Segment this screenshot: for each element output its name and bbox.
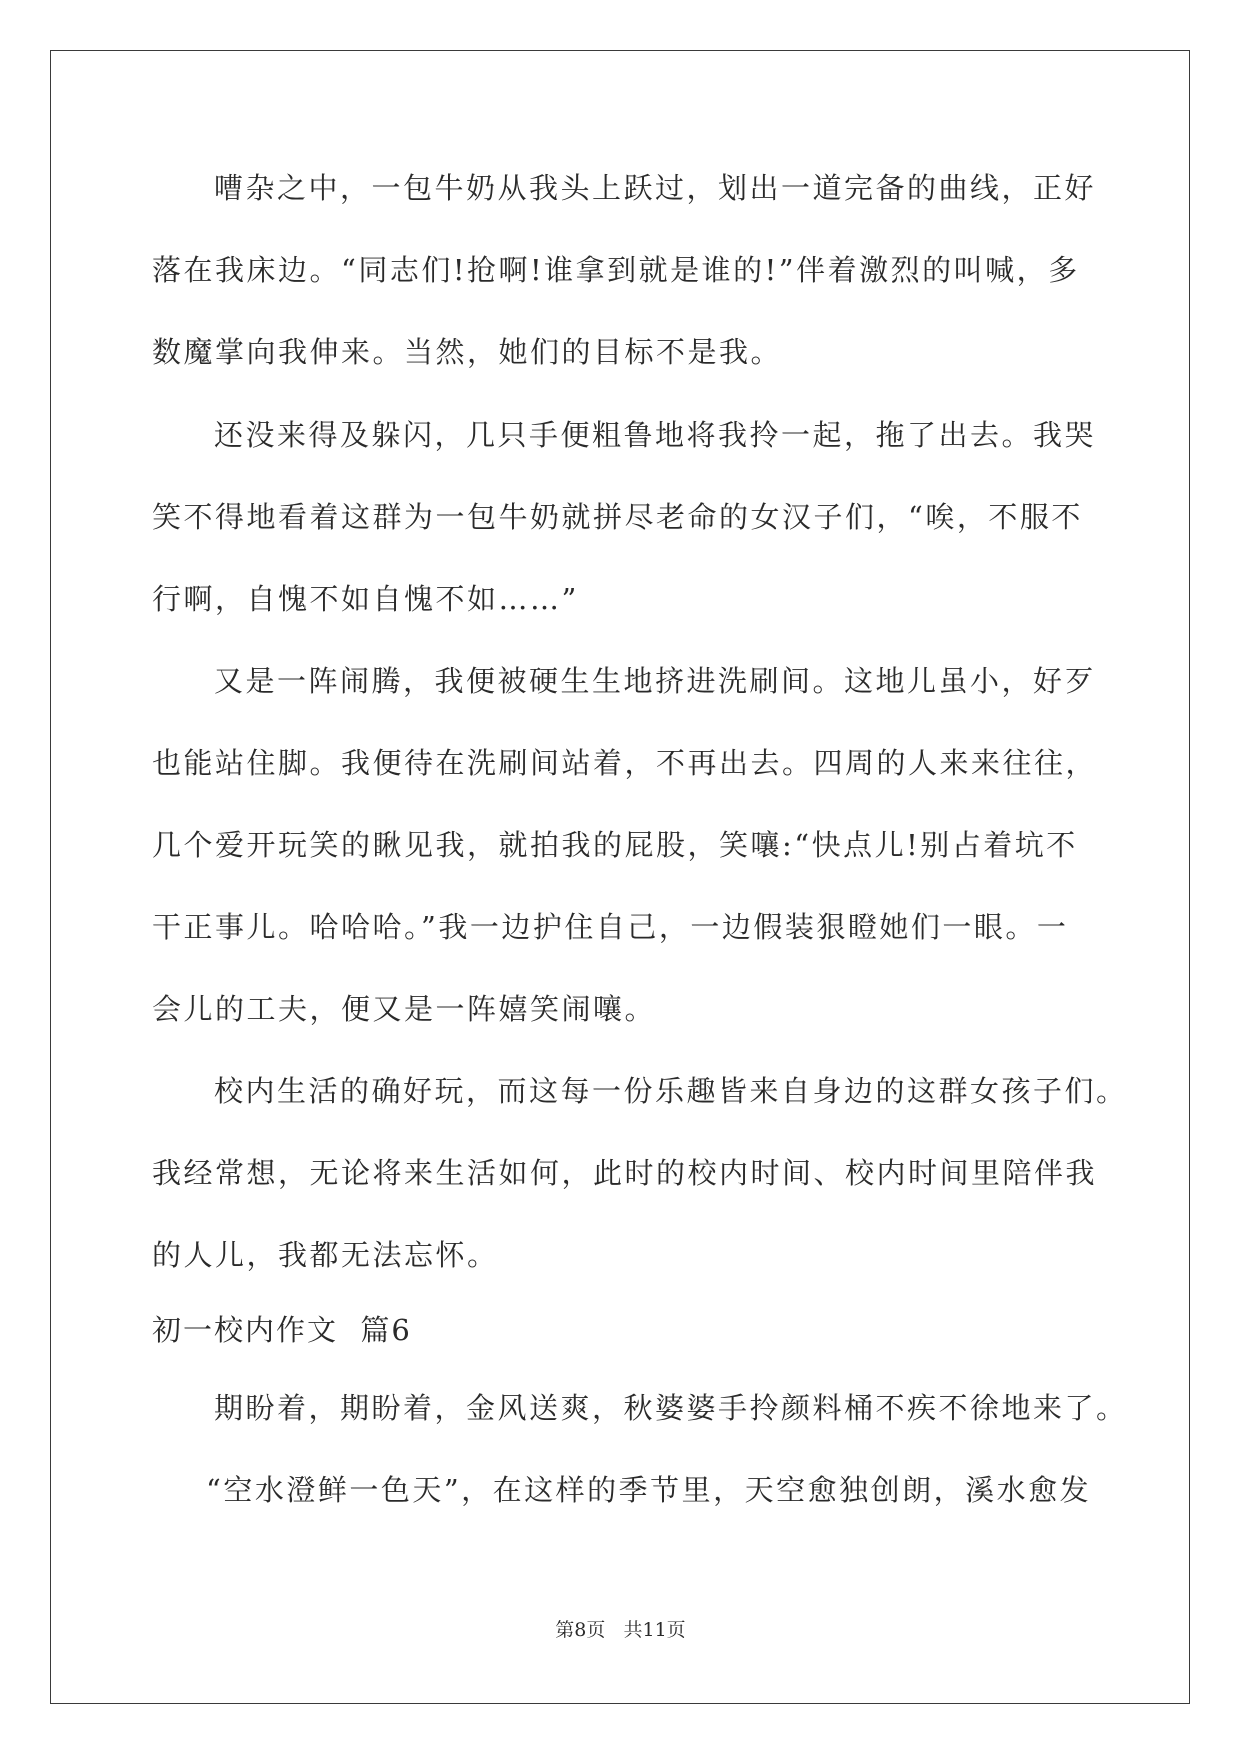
paragraph-3-line-4: 干正事儿。哈哈哈。”我一边护住自己，一边假装狠瞪她们一眼。一 <box>152 910 1069 944</box>
paragraph-4-line-2: 我经常想，无论将来生活如何，此时的校内时间、校内时间里陪伴我 <box>152 1156 1098 1190</box>
paragraph-3-line-3: 几个爱开玩笑的瞅见我，就拍我的屁股，笑嚷:“快点儿!别占着坑不 <box>152 828 1078 862</box>
paragraph-3-line-1: 又是一阵闹腾，我便被硬生生地挤进洗刷间。这地儿虽小，好歹 <box>214 664 1097 698</box>
paragraph-2-line-1: 还没来得及躲闪，几只手便粗鲁地将我拎一起，拖了出去。我哭 <box>214 418 1097 452</box>
paragraph-2-line-2: 笑不得地看着这群为一包牛奶就拼尽老命的女汉子们，“唉，不服不 <box>152 500 1083 534</box>
paragraph-1-line-3: 数魔掌向我伸来。当然，她们的目标不是我。 <box>152 335 783 369</box>
page-border <box>50 50 1190 1704</box>
paragraph-1-line-1: 嘈杂之中，一包牛奶从我头上跃过，划出一道完备的曲线，正好 <box>214 171 1097 205</box>
section-heading: 初一校内作文 篇6 <box>152 1313 412 1347</box>
paragraph-3-line-5: 会儿的工夫，便又是一阵嬉笑闹嚷。 <box>152 992 657 1026</box>
paragraph-4-line-1: 校内生活的确好玩，而这每一份乐趣皆来自身边的这群女孩子们。 <box>214 1074 1128 1108</box>
paragraph-3-line-2: 也能站住脚。我便待在洗刷间站着，不再出去。四周的人来来往往， <box>152 746 1098 780</box>
paragraph-4-line-3: 的人儿，我都无法忘怀。 <box>152 1238 499 1272</box>
paragraph-2-line-3: 行啊，自愧不如自愧不如……” <box>152 582 579 616</box>
section-paragraph-1: 期盼着，期盼着，金风送爽，秋婆婆手拎颜料桶不疾不徐地来了。 <box>214 1391 1128 1425</box>
paragraph-1-line-2: 落在我床边。“同志们!抢啊!谁拿到就是谁的!”伴着激烈的叫喊，多 <box>152 253 1080 287</box>
page-number-footer: 第8页 共11页 <box>555 1619 686 1641</box>
section-paragraph-2: “空水澄鲜一色天”，在这样的季节里，天空愈独创朗，溪水愈发 <box>206 1473 1092 1507</box>
